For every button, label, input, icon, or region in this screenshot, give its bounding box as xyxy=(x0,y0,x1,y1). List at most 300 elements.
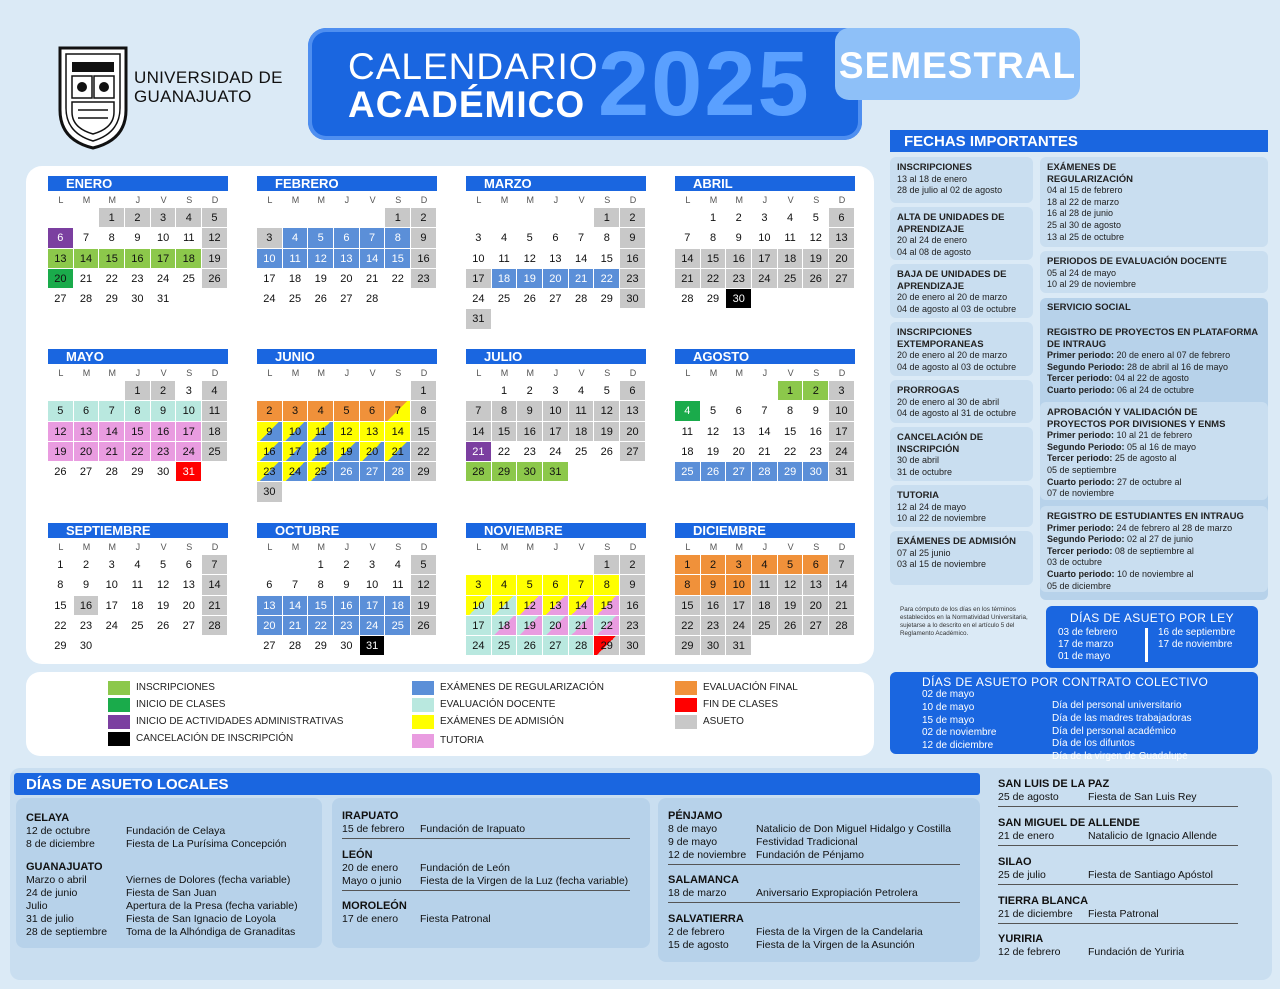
weekday-header xyxy=(257,191,437,208)
legend-item xyxy=(108,698,225,712)
fecha-card-line: 10 al 22 de noviembre xyxy=(897,513,987,524)
legend-swatch xyxy=(675,681,697,695)
day-grid xyxy=(466,208,646,330)
weekday-label: D xyxy=(629,368,637,378)
day-cell: 18 xyxy=(125,596,151,616)
day-cell: 2 xyxy=(517,381,543,401)
fecha-card-line: 13 al 25 de octubre xyxy=(1047,231,1125,242)
empty-cell xyxy=(569,208,595,228)
weekday-label: L xyxy=(267,368,273,378)
weekday-label: M xyxy=(709,368,718,378)
month-julio xyxy=(466,349,646,482)
weekday-label: J xyxy=(762,195,768,205)
weekday-label: L xyxy=(685,542,691,552)
day-cell: 3 xyxy=(752,208,778,228)
day-cell: 25 xyxy=(176,269,202,289)
day-cell: 25 xyxy=(752,616,778,636)
day-cell: 3 xyxy=(466,228,492,248)
fecha-card xyxy=(1040,251,1268,293)
weekday-label: J xyxy=(762,542,768,552)
day-cell: 14 xyxy=(385,422,411,442)
legend-label: TUTORIA xyxy=(440,735,484,746)
day-cell: 1 xyxy=(594,555,620,575)
weekday-label: M xyxy=(317,368,325,378)
month-diciembre xyxy=(675,523,855,656)
day-cell: 26 xyxy=(517,289,543,309)
empty-cell xyxy=(726,381,752,401)
day-cell: 25 xyxy=(385,616,411,636)
servicio-row-value: 28 de abril al 16 de mayo xyxy=(1124,361,1229,372)
day-grid xyxy=(466,555,646,656)
day-cell: 2 xyxy=(803,381,829,401)
legend-swatch xyxy=(412,681,434,695)
month-name: FEBRERO xyxy=(257,176,437,191)
local-festivity: Fundación de Pénjamo xyxy=(756,849,864,861)
local-festivity: Fiesta de San Ignacio de Loyola xyxy=(126,913,277,925)
day-cell: 17 xyxy=(543,422,569,442)
day-cell: 16 xyxy=(620,249,646,269)
day-cell: 21 xyxy=(74,269,100,289)
fecha-card-line: 05 al 24 de mayo xyxy=(1047,267,1117,278)
local-date: 15 de agosto xyxy=(668,939,729,951)
servicio-row xyxy=(1047,385,1261,397)
day-cell: 3 xyxy=(726,555,752,575)
day-cell: 16 xyxy=(125,249,151,269)
day-cell: 10 xyxy=(360,575,386,595)
empty-cell xyxy=(701,381,727,401)
day-cell: 8 xyxy=(492,401,518,421)
local-date: 12 de octubre xyxy=(26,825,91,837)
day-cell: 11 xyxy=(283,249,309,269)
weekday-label: J xyxy=(135,368,141,378)
locales-column xyxy=(988,770,1258,968)
asueto-contrato-colectivo xyxy=(890,672,1258,763)
day-cell: 7 xyxy=(569,228,595,248)
weekday-label: V xyxy=(369,542,376,552)
asueto-ley-date: 17 de marzo xyxy=(1058,639,1114,650)
day-cell: 5 xyxy=(517,575,543,595)
servicio-row-value: 05 al 16 de mayo xyxy=(1124,441,1197,452)
weekday-label: S xyxy=(604,368,611,378)
divider xyxy=(998,884,1238,885)
servicio-row xyxy=(1047,362,1261,374)
weekday-header xyxy=(675,364,855,381)
empty-cell xyxy=(360,381,386,401)
day-cell: 13 xyxy=(48,249,74,269)
servicio-row-label: Tercer periodo: xyxy=(1047,545,1113,556)
day-cell: 11 xyxy=(176,228,202,248)
local-date: 25 de julio xyxy=(998,869,1046,881)
local-date: 28 de septiembre xyxy=(26,926,108,938)
city-name: CELAYA xyxy=(26,812,70,824)
day-cell: 27 xyxy=(543,636,569,656)
day-cell: 2 xyxy=(726,208,752,228)
day-cell: 13 xyxy=(334,249,360,269)
day-cell: 17 xyxy=(829,422,855,442)
weekday-label: D xyxy=(211,368,219,378)
day-cell: 29 xyxy=(594,636,620,656)
servicio-row-value: 10 al 21 de febrero xyxy=(1114,430,1193,441)
day-cell: 28 xyxy=(283,636,309,656)
servicio-row xyxy=(1047,569,1261,581)
day-cell: 17 xyxy=(752,249,778,269)
day-grid xyxy=(48,381,228,482)
title-academico: ACADÉMICO xyxy=(348,84,586,125)
day-cell: 24 xyxy=(726,616,752,636)
university-name xyxy=(134,68,283,106)
day-cell: 28 xyxy=(569,636,595,656)
day-cell: 2 xyxy=(257,401,283,421)
fecha-card-title: CANCELACIÓN DE xyxy=(897,432,984,443)
day-cell: 21 xyxy=(569,616,595,636)
day-cell: 31 xyxy=(466,309,492,329)
weekday-label: S xyxy=(186,542,193,552)
asueto-ley-date: 01 de mayo xyxy=(1058,651,1111,662)
legend-swatch xyxy=(675,715,697,729)
day-cell: 19 xyxy=(308,269,334,289)
day-cell: 26 xyxy=(517,636,543,656)
weekday-label: M xyxy=(500,195,509,205)
asueto-ley-col-1 xyxy=(1058,627,1118,663)
fecha-card xyxy=(890,207,1033,260)
empty-cell xyxy=(74,208,100,228)
fecha-card xyxy=(1040,157,1268,247)
day-cell: 6 xyxy=(360,401,386,421)
fecha-card-title: EXÁMENES DE xyxy=(1047,162,1117,173)
legend-label: ASUETO xyxy=(703,716,744,727)
legend-item xyxy=(108,715,343,729)
day-cell: 23 xyxy=(620,269,646,289)
fecha-card-line: 10 al 29 de noviembre xyxy=(1047,279,1137,290)
fecha-card xyxy=(890,380,1033,423)
day-cell: 17 xyxy=(466,269,492,289)
day-cell: 10 xyxy=(829,401,855,421)
day-cell: 5 xyxy=(411,555,437,575)
contrato-title: DÍAS DE ASUETO POR CONTRATO COLECTIVO xyxy=(922,675,1209,689)
servicio-row xyxy=(1047,534,1261,546)
city-name: PÉNJAMO xyxy=(668,810,723,822)
local-festivity: Viernes de Dolores (fecha variable) xyxy=(126,874,291,886)
weekday-header xyxy=(466,191,646,208)
day-cell: 23 xyxy=(257,462,283,482)
servicio-row-label: Cuarto periodo: xyxy=(1047,476,1115,487)
empty-cell xyxy=(334,381,360,401)
day-cell: 24 xyxy=(466,289,492,309)
month-abril xyxy=(675,176,855,309)
weekday-label: S xyxy=(186,368,193,378)
day-cell: 20 xyxy=(360,442,386,462)
day-cell: 12 xyxy=(517,249,543,269)
day-cell: 16 xyxy=(517,422,543,442)
day-cell: 27 xyxy=(74,462,100,482)
day-grid xyxy=(675,381,855,482)
day-cell: 20 xyxy=(334,269,360,289)
local-festivity: Fiesta de La Purísima Concepción xyxy=(126,838,287,850)
servicio-block xyxy=(1040,506,1268,592)
empty-cell xyxy=(283,208,309,228)
day-cell: 22 xyxy=(48,616,74,636)
weekday-label: M xyxy=(108,542,116,552)
fecha-card-line: 28 de julio al 02 de agosto xyxy=(897,185,1003,196)
weekday-label: M xyxy=(735,195,743,205)
asueto-ley-title: DÍAS DE ASUETO POR LEY xyxy=(1070,611,1234,625)
day-cell: 9 xyxy=(726,228,752,248)
day-cell: 18 xyxy=(385,596,411,616)
day-cell: 12 xyxy=(334,422,360,442)
servicio-block xyxy=(1040,322,1268,396)
title-banner xyxy=(308,28,862,140)
day-cell: 9 xyxy=(620,575,646,595)
day-cell: 24 xyxy=(360,616,386,636)
day-cell: 6 xyxy=(726,401,752,421)
day-cell: 24 xyxy=(151,269,177,289)
contrato-desc: Día de las madres trabajadoras xyxy=(1052,712,1192,724)
legend-item xyxy=(675,698,778,712)
day-cell: 11 xyxy=(202,401,228,421)
day-cell: 23 xyxy=(726,269,752,289)
local-festivity: Fiesta Patronal xyxy=(1088,908,1159,920)
weekday-label: M xyxy=(709,195,718,205)
day-cell: 21 xyxy=(202,596,228,616)
day-cell: 10 xyxy=(726,575,752,595)
weekday-label: M xyxy=(735,368,743,378)
fecha-card-line: 20 de enero al 30 de abril xyxy=(897,396,1000,407)
day-cell: 24 xyxy=(257,289,283,309)
city-name: GUANAJUATO xyxy=(26,861,103,873)
fecha-card-title: INSCRIPCIONES xyxy=(897,327,972,338)
month-name: MARZO xyxy=(466,176,646,191)
day-cell: 9 xyxy=(125,228,151,248)
day-cell: 4 xyxy=(176,208,202,228)
fecha-card-line: 03 al 15 de noviembre xyxy=(897,559,987,570)
day-cell: 6 xyxy=(543,575,569,595)
day-cell: 4 xyxy=(752,555,778,575)
day-cell: 25 xyxy=(778,269,804,289)
fecha-card-title: INSCRIPCIONES xyxy=(897,162,972,173)
day-cell: 31 xyxy=(726,636,752,656)
legend-swatch xyxy=(412,698,434,712)
empty-cell xyxy=(492,208,518,228)
day-cell: 7 xyxy=(283,575,309,595)
day-cell: 14 xyxy=(569,249,595,269)
servicio-row-label: Segundo Periodo: xyxy=(1047,361,1125,372)
local-festivity: Fundación de León xyxy=(420,862,510,874)
day-cell: 14 xyxy=(202,575,228,595)
day-cell: 5 xyxy=(308,228,334,248)
empty-cell xyxy=(334,208,360,228)
fecha-card-line: 04 de agosto al 03 de octubre xyxy=(897,361,1017,372)
day-cell: 26 xyxy=(48,462,74,482)
university-seal-logo xyxy=(56,40,130,150)
weekday-label: M xyxy=(291,368,300,378)
weekday-label: L xyxy=(685,195,691,205)
day-cell: 15 xyxy=(594,249,620,269)
day-cell: 5 xyxy=(48,401,74,421)
empty-cell xyxy=(543,208,569,228)
month-name: NOVIEMBRE xyxy=(466,523,646,538)
day-cell: 1 xyxy=(48,555,74,575)
day-cell: 11 xyxy=(492,249,518,269)
day-cell: 25 xyxy=(492,636,518,656)
day-cell: 12 xyxy=(411,575,437,595)
day-cell: 16 xyxy=(151,422,177,442)
day-cell: 16 xyxy=(701,596,727,616)
day-cell: 23 xyxy=(803,442,829,462)
day-cell: 10 xyxy=(176,401,202,421)
day-cell: 6 xyxy=(48,228,74,248)
day-grid xyxy=(257,381,437,503)
day-cell: 4 xyxy=(569,381,595,401)
weekday-label: D xyxy=(211,542,219,552)
day-cell: 23 xyxy=(334,616,360,636)
day-cell: 20 xyxy=(176,596,202,616)
weekday-label: V xyxy=(787,368,794,378)
local-festivity: Fundación de Celaya xyxy=(126,825,226,837)
day-cell: 15 xyxy=(411,422,437,442)
day-cell: 16 xyxy=(803,422,829,442)
day-cell: 15 xyxy=(701,249,727,269)
day-cell: 15 xyxy=(778,422,804,442)
day-cell: 7 xyxy=(360,228,386,248)
contrato-desc: Día de los difuntos xyxy=(1052,738,1135,750)
weekday-label: J xyxy=(135,542,141,552)
day-cell: 21 xyxy=(466,442,492,462)
local-festivity: Apertura de la Presa (fecha variable) xyxy=(126,900,298,912)
day-grid xyxy=(675,208,855,309)
weekday-label: D xyxy=(420,195,428,205)
day-cell: 28 xyxy=(752,462,778,482)
weekday-label: S xyxy=(186,195,193,205)
day-cell: 3 xyxy=(176,381,202,401)
local-festivity: Fiesta de la Virgen de la Asunción xyxy=(756,939,915,951)
day-cell: 5 xyxy=(151,555,177,575)
weekday-label: V xyxy=(578,368,585,378)
weekday-label: J xyxy=(553,368,559,378)
day-cell: 22 xyxy=(701,269,727,289)
day-cell: 26 xyxy=(411,616,437,636)
day-cell: 6 xyxy=(620,381,646,401)
fechas-importantes-title: FECHAS IMPORTANTES xyxy=(890,130,1268,152)
day-cell: 27 xyxy=(543,289,569,309)
day-cell: 13 xyxy=(803,575,829,595)
day-grid xyxy=(257,208,437,309)
day-cell: 23 xyxy=(125,269,151,289)
day-cell: 12 xyxy=(803,228,829,248)
divider xyxy=(668,902,960,903)
day-cell: 2 xyxy=(701,555,727,575)
day-cell: 30 xyxy=(726,289,752,309)
day-cell: 19 xyxy=(202,249,228,269)
weekday-label: D xyxy=(629,195,637,205)
day-cell: 10 xyxy=(466,249,492,269)
day-cell: 4 xyxy=(385,555,411,575)
month-noviembre xyxy=(466,523,646,656)
day-cell: 17 xyxy=(283,442,309,462)
day-cell: 27 xyxy=(803,616,829,636)
weekday-header xyxy=(257,538,437,555)
weekday-label: M xyxy=(526,368,534,378)
empty-cell xyxy=(466,381,492,401)
contrato-desc: Día del personal académico xyxy=(1052,725,1176,737)
day-cell: 2 xyxy=(411,208,437,228)
day-cell: 22 xyxy=(308,616,334,636)
fecha-card-line: 04 de agosto al 03 de octubre xyxy=(897,303,1017,314)
day-cell: 29 xyxy=(492,462,518,482)
day-cell: 29 xyxy=(594,289,620,309)
day-cell: 26 xyxy=(778,616,804,636)
contrato-desc: Día de la virgen de Guadalupe xyxy=(1052,751,1188,763)
day-cell: 14 xyxy=(675,249,701,269)
local-festivity: Fiesta de Santiago Apóstol xyxy=(1088,869,1213,881)
day-cell: 19 xyxy=(517,269,543,289)
day-grid xyxy=(675,555,855,656)
fecha-card-line: 04 al 08 de agosto xyxy=(897,246,972,257)
legend-label: EXÁMENES DE ADMISIÓN xyxy=(440,716,564,727)
day-cell: 16 xyxy=(257,442,283,462)
weekday-label: L xyxy=(476,368,482,378)
day-cell: 27 xyxy=(48,289,74,309)
day-cell: 15 xyxy=(308,596,334,616)
day-cell: 18 xyxy=(492,269,518,289)
day-cell: 12 xyxy=(48,422,74,442)
asueto-ley-col-2 xyxy=(1158,627,1235,651)
day-cell: 23 xyxy=(74,616,100,636)
day-cell: 1 xyxy=(125,381,151,401)
fecha-card-line: 25 al 30 de agosto xyxy=(1047,219,1122,230)
day-cell: 16 xyxy=(411,249,437,269)
empty-cell xyxy=(517,208,543,228)
day-cell: 30 xyxy=(151,462,177,482)
day-cell: 17 xyxy=(257,269,283,289)
day-cell: 1 xyxy=(675,555,701,575)
day-cell: 14 xyxy=(752,422,778,442)
day-cell: 13 xyxy=(257,596,283,616)
empty-cell xyxy=(308,381,334,401)
city-name: LEÓN xyxy=(342,849,373,861)
empty-cell xyxy=(257,208,283,228)
empty-cell xyxy=(466,555,492,575)
weekday-header xyxy=(48,191,228,208)
weekday-label: J xyxy=(762,368,768,378)
day-cell: 17 xyxy=(151,249,177,269)
empty-cell xyxy=(283,555,309,575)
day-cell: 30 xyxy=(74,636,100,656)
day-cell: 23 xyxy=(620,616,646,636)
day-cell: 25 xyxy=(492,289,518,309)
day-cell: 18 xyxy=(569,422,595,442)
day-cell: 11 xyxy=(778,228,804,248)
legend-item xyxy=(412,681,604,695)
day-cell: 16 xyxy=(726,249,752,269)
day-cell: 29 xyxy=(411,462,437,482)
servicio-block-title: REGISTRO DE PROYECTOS EN PLATAFORMA xyxy=(1047,327,1259,338)
day-cell: 26 xyxy=(594,442,620,462)
fecha-card-line: 20 de enero al 20 de marzo xyxy=(897,292,1008,303)
empty-cell xyxy=(283,381,309,401)
day-cell: 9 xyxy=(701,575,727,595)
legend-label: EVALUACIÓN FINAL xyxy=(703,682,798,693)
day-cell: 18 xyxy=(202,422,228,442)
weekday-label: V xyxy=(160,542,167,552)
day-cell: 5 xyxy=(778,555,804,575)
legend-item xyxy=(108,681,215,695)
day-cell: 28 xyxy=(74,289,100,309)
day-cell: 1 xyxy=(594,208,620,228)
legend-swatch xyxy=(108,732,130,746)
day-cell: 2 xyxy=(74,555,100,575)
weekday-label: L xyxy=(58,542,64,552)
locales-column xyxy=(658,798,980,962)
